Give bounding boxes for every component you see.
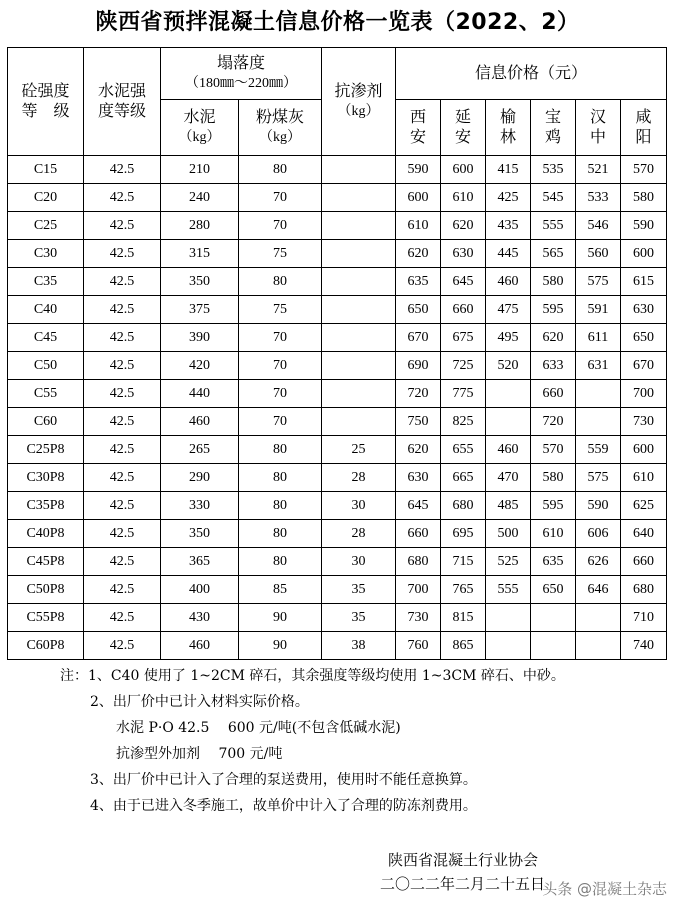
cell-yanan: 610: [441, 184, 486, 212]
cell-cg: 42.5: [84, 520, 161, 548]
cell-grade: C20: [8, 184, 84, 212]
cell-xian: 620: [396, 436, 441, 464]
table-row: [8, 436, 667, 464]
cell-anti: [322, 240, 396, 268]
cell-cg: 42.5: [84, 156, 161, 184]
cell-xian: 670: [396, 324, 441, 352]
col-header-city-yanan: 延 安: [441, 100, 486, 156]
cell-grade: C35: [8, 268, 84, 296]
cell-xian: 750: [396, 408, 441, 436]
table-row: [8, 296, 667, 324]
cell-xian: 630: [396, 464, 441, 492]
col-header-city-xian: 西 安: [396, 100, 441, 156]
cell-yulin: [486, 632, 531, 660]
cell-baoji: 635: [531, 548, 576, 576]
cell-anti: 25: [322, 436, 396, 464]
cell-yanan: 725: [441, 352, 486, 380]
cell-yanan: 630: [441, 240, 486, 268]
table-row: [8, 184, 667, 212]
cell-yulin: 475: [486, 296, 531, 324]
cell-yanan: 655: [441, 436, 486, 464]
cell-yulin: 460: [486, 268, 531, 296]
cell-yanan: 815: [441, 604, 486, 632]
price-table: [7, 47, 667, 660]
cell-hanzhong: 646: [576, 576, 621, 604]
cell-grade: C40: [8, 296, 84, 324]
signature-date: 二〇二二年二月二十五日: [380, 875, 546, 893]
cell-baoji: 570: [531, 436, 576, 464]
note-3: 3、出厂价中已计入了合理的泵送费用，使用时不能任意换算。: [90, 772, 477, 788]
col-header-city-hanzhong: 汉 中: [576, 100, 621, 156]
cell-yanan: 715: [441, 548, 486, 576]
cell-fly: 85: [239, 576, 322, 604]
cell-hanzhong: 626: [576, 548, 621, 576]
cell-baoji: 660: [531, 380, 576, 408]
cell-grade: C25P8: [8, 436, 84, 464]
cell-hanzhong: 606: [576, 520, 621, 548]
cell-grade: C45P8: [8, 548, 84, 576]
cell-cement: 365: [161, 548, 239, 576]
cell-anti: [322, 184, 396, 212]
cell-grade: C55: [8, 380, 84, 408]
cell-yulin: [486, 604, 531, 632]
cell-cement: 460: [161, 408, 239, 436]
cell-anti: 30: [322, 548, 396, 576]
cell-anti: 38: [322, 632, 396, 660]
cell-baoji: [531, 632, 576, 660]
cell-xianyang: 600: [621, 240, 667, 268]
cell-yanan: 620: [441, 212, 486, 240]
cell-baoji: 580: [531, 464, 576, 492]
cell-xian: 720: [396, 380, 441, 408]
cell-yanan: 675: [441, 324, 486, 352]
cell-cement: 350: [161, 520, 239, 548]
col-header-city-xianyang: 咸 阳: [621, 100, 667, 156]
cell-cement: 350: [161, 268, 239, 296]
cell-yanan: 680: [441, 492, 486, 520]
cell-anti: [322, 324, 396, 352]
cell-fly: 75: [239, 296, 322, 324]
cell-cg: 42.5: [84, 492, 161, 520]
col-header-flyash: 粉煤灰 （kg）: [239, 100, 322, 156]
cell-cg: 42.5: [84, 184, 161, 212]
table-row: [8, 156, 667, 184]
cell-grade: C40P8: [8, 520, 84, 548]
cell-baoji: [531, 604, 576, 632]
cell-baoji: 650: [531, 576, 576, 604]
cell-grade: C30P8: [8, 464, 84, 492]
cell-yanan: 645: [441, 268, 486, 296]
cell-yanan: 825: [441, 408, 486, 436]
signature: [380, 848, 546, 896]
cell-cement: 290: [161, 464, 239, 492]
cell-xianyang: 740: [621, 632, 667, 660]
cell-xianyang: 670: [621, 352, 667, 380]
notes: [60, 663, 660, 819]
cell-cg: 42.5: [84, 324, 161, 352]
cell-xianyang: 580: [621, 184, 667, 212]
cell-cement: 430: [161, 604, 239, 632]
cell-anti: [322, 268, 396, 296]
cell-fly: 80: [239, 492, 322, 520]
cell-cement: 390: [161, 324, 239, 352]
cell-cg: 42.5: [84, 352, 161, 380]
cell-fly: 80: [239, 156, 322, 184]
cell-xianyang: 610: [621, 464, 667, 492]
cell-yulin: 520: [486, 352, 531, 380]
cell-baoji: 555: [531, 212, 576, 240]
cell-yanan: 765: [441, 576, 486, 604]
cell-anti: [322, 156, 396, 184]
cell-xianyang: 630: [621, 296, 667, 324]
cell-cg: 42.5: [84, 576, 161, 604]
cell-xianyang: 570: [621, 156, 667, 184]
table-row: [8, 380, 667, 408]
cell-yanan: 865: [441, 632, 486, 660]
table-row: [8, 632, 667, 660]
cell-cg: 42.5: [84, 212, 161, 240]
cell-xian: 760: [396, 632, 441, 660]
cell-yulin: 500: [486, 520, 531, 548]
cell-baoji: 633: [531, 352, 576, 380]
table-row: [8, 240, 667, 268]
cell-grade: C30: [8, 240, 84, 268]
cell-cement: 240: [161, 184, 239, 212]
cell-cg: 42.5: [84, 604, 161, 632]
cell-hanzhong: 575: [576, 268, 621, 296]
cell-cg: 42.5: [84, 268, 161, 296]
table-row: [8, 492, 667, 520]
cell-xian: 680: [396, 548, 441, 576]
cell-xianyang: 680: [621, 576, 667, 604]
cell-cement: 400: [161, 576, 239, 604]
cell-hanzhong: 591: [576, 296, 621, 324]
cell-fly: 70: [239, 184, 322, 212]
cell-xianyang: 625: [621, 492, 667, 520]
cell-hanzhong: [576, 632, 621, 660]
cell-anti: 30: [322, 492, 396, 520]
cell-yulin: 425: [486, 184, 531, 212]
cell-baoji: 610: [531, 520, 576, 548]
cell-baoji: 545: [531, 184, 576, 212]
cell-cg: 42.5: [84, 296, 161, 324]
cell-yulin: [486, 380, 531, 408]
cell-xian: 645: [396, 492, 441, 520]
table-row: [8, 268, 667, 296]
cell-cg: 42.5: [84, 632, 161, 660]
cell-yulin: 525: [486, 548, 531, 576]
cell-cement: 210: [161, 156, 239, 184]
cell-xian: 700: [396, 576, 441, 604]
cell-cg: 42.5: [84, 240, 161, 268]
cell-xian: 620: [396, 240, 441, 268]
cell-anti: [322, 212, 396, 240]
cell-anti: 28: [322, 520, 396, 548]
cell-fly: 90: [239, 604, 322, 632]
cell-yulin: 495: [486, 324, 531, 352]
cell-fly: 80: [239, 464, 322, 492]
table-row: [8, 604, 667, 632]
col-header-grade: 砼强度 等 级: [8, 48, 84, 156]
cell-hanzhong: 631: [576, 352, 621, 380]
cell-hanzhong: [576, 408, 621, 436]
note-2: 2、出厂价中已计入材料实际价格。: [90, 694, 309, 710]
cell-yulin: 485: [486, 492, 531, 520]
cell-cement: 330: [161, 492, 239, 520]
cell-hanzhong: 590: [576, 492, 621, 520]
cell-yulin: 460: [486, 436, 531, 464]
watermark: 头条 @混凝土杂志: [542, 880, 667, 898]
cell-grade: C50P8: [8, 576, 84, 604]
cell-yanan: 695: [441, 520, 486, 548]
col-header-cement-grade: 水泥强 度等级: [84, 48, 161, 156]
cell-anti: [322, 296, 396, 324]
cell-cement: 280: [161, 212, 239, 240]
cell-xian: 650: [396, 296, 441, 324]
note-1: 注：1、C40 使用了 1~2CM 碎石，其余强度等级均使用 1~3CM 碎石、中砂。: [60, 668, 565, 684]
cell-xian: 600: [396, 184, 441, 212]
col-header-slump: 塌落度 （180㎜～220㎜）: [161, 48, 322, 100]
cell-cement: 315: [161, 240, 239, 268]
note-4: 4、由于已进入冬季施工，故单价中计入了合理的防冻剂费用。: [90, 798, 477, 814]
table-row: [8, 408, 667, 436]
cell-anti: [322, 352, 396, 380]
col-header-city-yulin: 榆 林: [486, 100, 531, 156]
cell-cg: 42.5: [84, 408, 161, 436]
cell-yanan: 665: [441, 464, 486, 492]
cell-yanan: 600: [441, 156, 486, 184]
cell-hanzhong: [576, 380, 621, 408]
cell-xianyang: 700: [621, 380, 667, 408]
cell-cg: 42.5: [84, 548, 161, 576]
cell-baoji: 565: [531, 240, 576, 268]
cell-baoji: 595: [531, 296, 576, 324]
cell-fly: 75: [239, 240, 322, 268]
cell-xianyang: 650: [621, 324, 667, 352]
table-row: [8, 352, 667, 380]
cell-anti: [322, 408, 396, 436]
cell-grade: C45: [8, 324, 84, 352]
cell-xianyang: 600: [621, 436, 667, 464]
cell-anti: 35: [322, 604, 396, 632]
cell-xian: 635: [396, 268, 441, 296]
cell-xian: 590: [396, 156, 441, 184]
cell-grade: C25: [8, 212, 84, 240]
cell-xianyang: 590: [621, 212, 667, 240]
cell-fly: 80: [239, 520, 322, 548]
table-row: [8, 464, 667, 492]
cell-fly: 70: [239, 212, 322, 240]
cell-yanan: 660: [441, 296, 486, 324]
cell-fly: 80: [239, 548, 322, 576]
cell-anti: 35: [322, 576, 396, 604]
cell-baoji: 535: [531, 156, 576, 184]
cell-grade: C55P8: [8, 604, 84, 632]
cell-baoji: 595: [531, 492, 576, 520]
cell-yulin: 435: [486, 212, 531, 240]
cell-cement: 265: [161, 436, 239, 464]
cell-cement: 420: [161, 352, 239, 380]
cell-cement: 460: [161, 632, 239, 660]
cell-grade: C15: [8, 156, 84, 184]
cell-grade: C50: [8, 352, 84, 380]
cell-hanzhong: 575: [576, 464, 621, 492]
cell-xianyang: 615: [621, 268, 667, 296]
note-2-cement-price: 水泥 P·O 42.5 600 元/吨(不包含低碱水泥): [116, 720, 401, 736]
page-title: 陕西省预拌混凝土信息价格一览表（2022、2）: [95, 10, 580, 35]
cell-xian: 660: [396, 520, 441, 548]
signature-org: 陕西省混凝土行业协会: [388, 851, 539, 869]
cell-fly: 80: [239, 436, 322, 464]
cell-hanzhong: 546: [576, 212, 621, 240]
cell-cg: 42.5: [84, 436, 161, 464]
cell-cement: 375: [161, 296, 239, 324]
cell-cg: 42.5: [84, 380, 161, 408]
table-row: [8, 576, 667, 604]
note-2-admixture-price: 抗渗型外加剂 700 元/吨: [116, 746, 283, 762]
cell-anti: 28: [322, 464, 396, 492]
table-row: [8, 520, 667, 548]
cell-hanzhong: 611: [576, 324, 621, 352]
cell-grade: C60: [8, 408, 84, 436]
cell-xianyang: 710: [621, 604, 667, 632]
cell-grade: C60P8: [8, 632, 84, 660]
table-row: [8, 212, 667, 240]
cell-yulin: 445: [486, 240, 531, 268]
cell-xianyang: 640: [621, 520, 667, 548]
table-row: [8, 324, 667, 352]
col-header-city-baoji: 宝 鸡: [531, 100, 576, 156]
cell-fly: 70: [239, 408, 322, 436]
cell-fly: 70: [239, 380, 322, 408]
cell-fly: 90: [239, 632, 322, 660]
cell-hanzhong: 560: [576, 240, 621, 268]
cell-fly: 70: [239, 352, 322, 380]
cell-yulin: [486, 408, 531, 436]
table-row: [8, 548, 667, 576]
cell-xianyang: 730: [621, 408, 667, 436]
cell-cg: 42.5: [84, 464, 161, 492]
cell-anti: [322, 380, 396, 408]
cell-fly: 70: [239, 324, 322, 352]
col-header-cement: 水泥 （kg）: [161, 100, 239, 156]
cell-baoji: 580: [531, 268, 576, 296]
col-header-price-group: 信息价格（元）: [396, 48, 667, 100]
cell-xianyang: 660: [621, 548, 667, 576]
cell-yanan: 775: [441, 380, 486, 408]
cell-baoji: 620: [531, 324, 576, 352]
cell-hanzhong: 559: [576, 436, 621, 464]
cell-xian: 610: [396, 212, 441, 240]
cell-xian: 690: [396, 352, 441, 380]
cell-hanzhong: [576, 604, 621, 632]
cell-fly: 80: [239, 268, 322, 296]
cell-yulin: 470: [486, 464, 531, 492]
cell-cement: 440: [161, 380, 239, 408]
cell-yulin: 415: [486, 156, 531, 184]
col-header-antiseep: 抗渗剂 （kg）: [322, 48, 396, 156]
cell-hanzhong: 521: [576, 156, 621, 184]
cell-hanzhong: 533: [576, 184, 621, 212]
cell-grade: C35P8: [8, 492, 84, 520]
cell-xian: 730: [396, 604, 441, 632]
cell-yulin: 555: [486, 576, 531, 604]
cell-baoji: 720: [531, 408, 576, 436]
